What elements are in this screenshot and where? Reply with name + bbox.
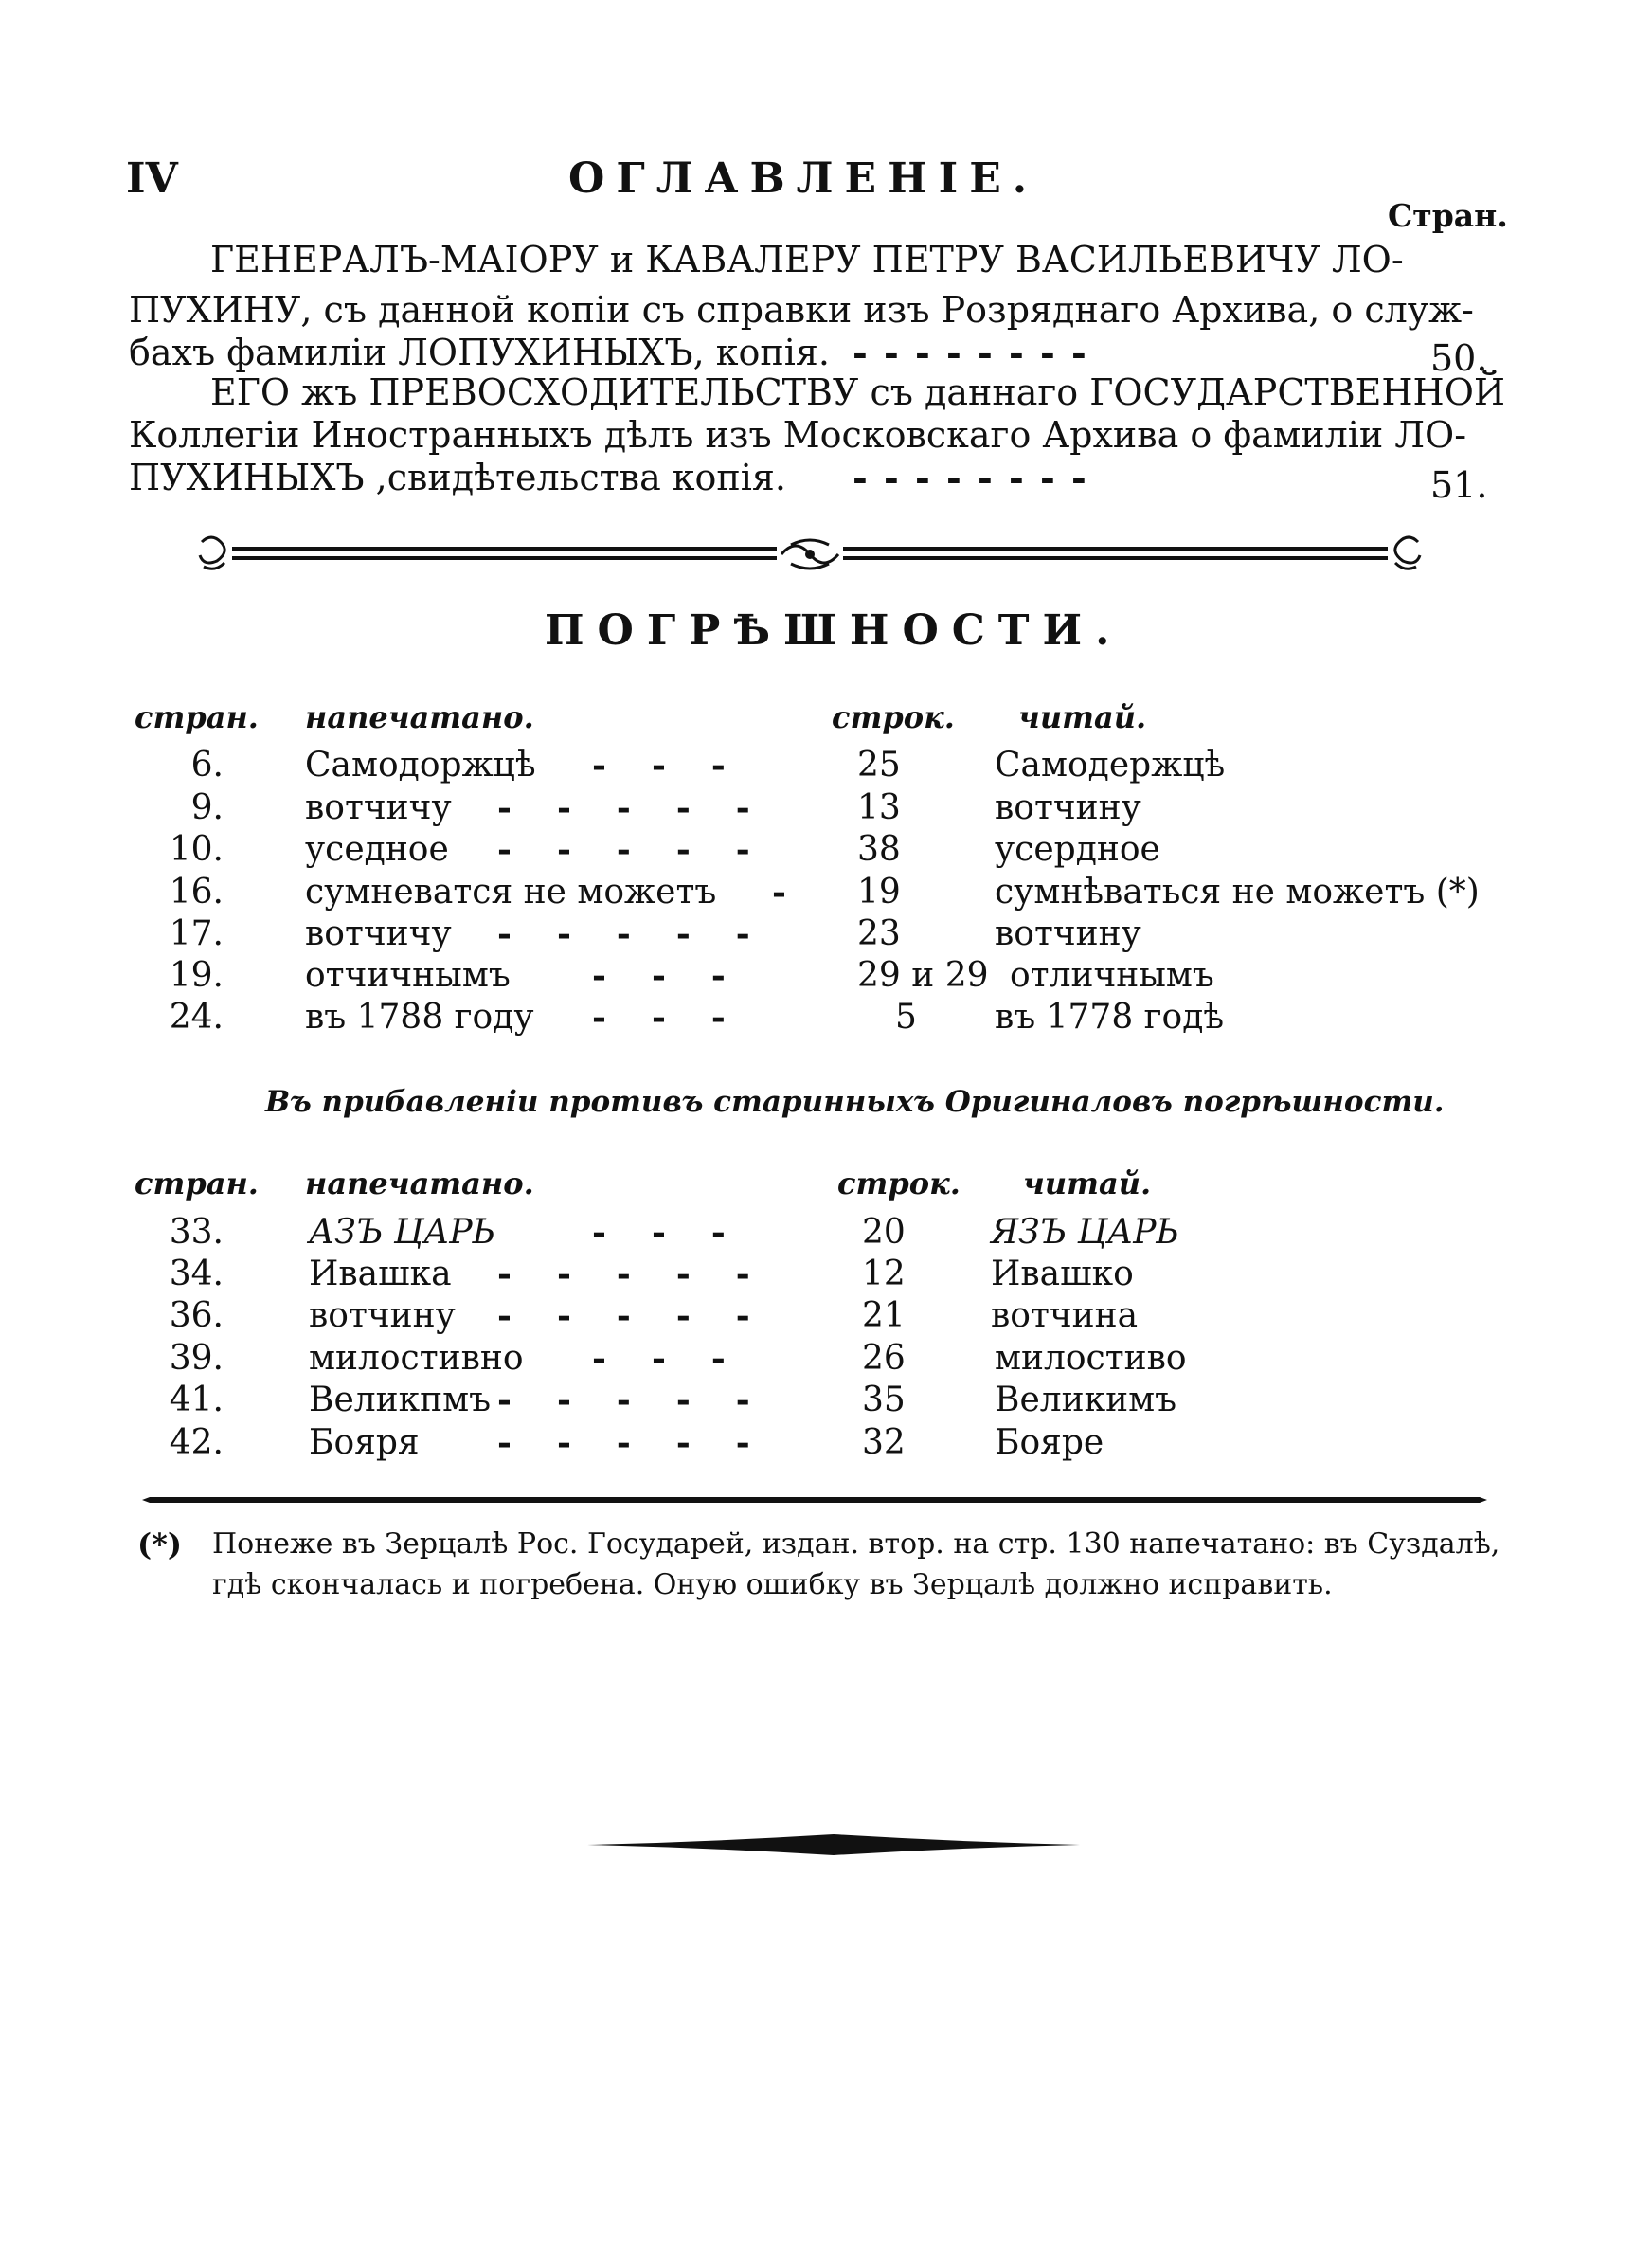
errata-col-line: строк. (832, 699, 955, 735)
page-number: IV (126, 154, 178, 203)
appendix-row-2-printed: Ивашка (309, 1255, 452, 1293)
errata-row-7-read: въ 1778 годѣ (995, 998, 1225, 1037)
errata-row-2-read: вотчину (995, 788, 1141, 827)
appendix-row-5-line: 35 (862, 1381, 906, 1419)
ornament-divider-icon (194, 531, 1426, 578)
appendix-row-1-line: 20 (862, 1213, 906, 1252)
appendix-row-3-printed: вотчину (309, 1296, 456, 1335)
appendix-row-5-read: Великимъ (995, 1381, 1177, 1419)
errata-row-7-page: 24. (169, 998, 224, 1037)
appendix-row-2-line: 12 (862, 1255, 906, 1293)
errata-row-2-printed: вотчичу (305, 788, 452, 827)
toc-entry-2-line-2: Коллегiи Иностранныхъ дѣлъ изъ Московскаго Архива о фамилiи ЛО- (129, 414, 1467, 456)
errata-row-3-page: 10. (169, 830, 224, 869)
errata-row-6-line: 29 и 29 (857, 956, 989, 995)
footnote-line-2: гдѣ скончалась и погребена. Оную ошибку въ Зерцалѣ должно исправить. (212, 1568, 1333, 1601)
errata-row-3-read: усердное (995, 830, 1160, 869)
toc-entry-1-line-2: ПУХИНУ, съ данной копiи съ справки изъ Розряднаго Архива, о служ- (129, 289, 1474, 331)
errata-row-4-read: сумнѣваться не можетъ (*) (995, 873, 1480, 912)
errata-row-5-read: вотчину (995, 914, 1141, 953)
toc-page-label: Стран. (1388, 197, 1508, 234)
errata-row-6-leaders: --- (592, 956, 771, 996)
toc-entry-2-line-3: ПУХИНЫХЪ ,свидѣтельства копiя. (129, 457, 786, 498)
appendix-row-2-page: 34. (169, 1255, 224, 1293)
footnote-line-1: Понеже въ Зерцалѣ Рос. Государей, издан. втор. на стр. 130 напечатано: въ Суздалѣ, (212, 1527, 1500, 1561)
appendix-row-6-printed: Бояря (309, 1423, 420, 1462)
errata-row-5-printed: вотчичу (305, 914, 452, 953)
errata-row-4-line: 19 (857, 873, 901, 912)
appendix-row-4-read: милостиво (995, 1339, 1187, 1378)
errata-row-2-leaders: ----- (497, 788, 796, 828)
errata-row-4-page: 16. (169, 873, 224, 912)
errata-row-5-page: 17. (169, 914, 224, 953)
errata-row-6-printed: отчичнымъ (305, 956, 511, 995)
tailpiece-ornament-icon (587, 1831, 1080, 1859)
appendix-row-5-leaders: ----- (497, 1381, 796, 1420)
errata-row-4-leaders: - (772, 873, 832, 912)
toc-entry-1-page: 50. (1430, 337, 1488, 379)
appendix-row-1-read: ЯЗЪ ЦАРЬ (991, 1213, 1179, 1252)
appendix-row-3-read: вотчина (991, 1296, 1139, 1335)
errata-row-1-page: 6. (190, 746, 224, 785)
appendix-row-6-leaders: ----- (497, 1423, 796, 1463)
toc-title: ОГЛАВЛЕНIЕ. (568, 154, 1039, 203)
appendix-row-3-page: 36. (169, 1296, 224, 1335)
errata-row-6-page: 19. (169, 956, 224, 995)
appendix-row-2-leaders: ----- (497, 1255, 796, 1294)
errata-row-7-printed: въ 1788 году (305, 998, 534, 1037)
appendix-row-1-printed: АЗЪ ЦАРЬ (309, 1213, 495, 1252)
errata-row-3-printed: уседное (305, 830, 449, 869)
appendix-row-4-page: 39. (169, 1339, 224, 1378)
toc-entry-1-line-1: ГЕНЕРАЛЪ-МАIОРУ и КАВАЛЕРУ ПЕТРУ ВАСИЛЬЕВИЧУ ЛО- (210, 239, 1404, 280)
errata-row-1-leaders: --- (592, 746, 771, 785)
appendix-row-1-page: 33. (169, 1213, 224, 1252)
appendix-errata-title: Въ прибавленiи противъ старинныхъ Оригиналовъ погрѣшности. (265, 1085, 1445, 1119)
errata-col-page: стран. (135, 699, 259, 735)
toc-entry-1-leaders: - - - - - - - - (853, 332, 1088, 374)
toc-entry-2-page: 51. (1430, 464, 1488, 506)
appendix-row-4-leaders: --- (592, 1339, 771, 1379)
appendix-row-5-printed: Великпмъ (309, 1381, 492, 1419)
appendix-row-2-read: Ивашко (991, 1255, 1134, 1293)
appendix-col-printed: напечатано. (305, 1165, 534, 1201)
errata-col-printed: напечатано. (305, 699, 534, 735)
footnote-mark: (*) (137, 1526, 183, 1562)
toc-entry-1-line-3: бахъ фамилiи ЛОПУХИНЫХЪ, копiя. (129, 332, 830, 373)
appendix-row-6-line: 32 (862, 1423, 906, 1462)
errata-row-3-leaders: ----- (497, 830, 796, 870)
errata-col-read: читай. (1018, 699, 1147, 735)
appendix-row-5-page: 41. (169, 1381, 224, 1419)
errata-row-1-read: Самодержцѣ (995, 746, 1226, 785)
errata-title: ПОГРѢШНОСТИ. (545, 606, 1123, 655)
errata-row-2-page: 9. (190, 788, 224, 827)
appendix-row-3-line: 21 (862, 1296, 906, 1335)
errata-row-3-line: 38 (857, 830, 901, 869)
errata-row-2-line: 13 (857, 788, 901, 827)
appendix-col-line: строк. (837, 1165, 961, 1201)
appendix-row-4-line: 26 (862, 1339, 906, 1378)
appendix-row-6-read: Бояре (995, 1423, 1104, 1462)
footnote-rule (142, 1496, 1487, 1504)
toc-entry-2-leaders: - - - - - - - - (853, 457, 1088, 499)
errata-row-1-printed: Самодоржцѣ (305, 746, 536, 785)
toc-entry-2-line-1: ЕГО жъ ПРЕВОСХОДИТЕЛЬСТВУ съ даннаго ГОСУДАРСТВЕННОЙ (210, 371, 1505, 413)
appendix-row-4-printed: милостивно (309, 1339, 524, 1378)
errata-row-7-leaders: --- (592, 998, 771, 1038)
errata-row-5-leaders: ----- (497, 914, 796, 954)
errata-row-5-line: 23 (857, 914, 901, 953)
appendix-col-page: стран. (135, 1165, 259, 1201)
errata-row-4-printed: сумневатся не можетъ (305, 873, 717, 912)
errata-row-6-read: отличнымъ (1010, 956, 1214, 995)
appendix-row-6-page: 42. (169, 1423, 224, 1462)
errata-row-1-line: 25 (857, 746, 901, 785)
appendix-row-3-leaders: ----- (497, 1296, 796, 1336)
appendix-row-1-leaders: --- (592, 1213, 771, 1253)
errata-row-7-line: 5 (895, 998, 917, 1037)
appendix-col-read: читай. (1023, 1165, 1152, 1201)
